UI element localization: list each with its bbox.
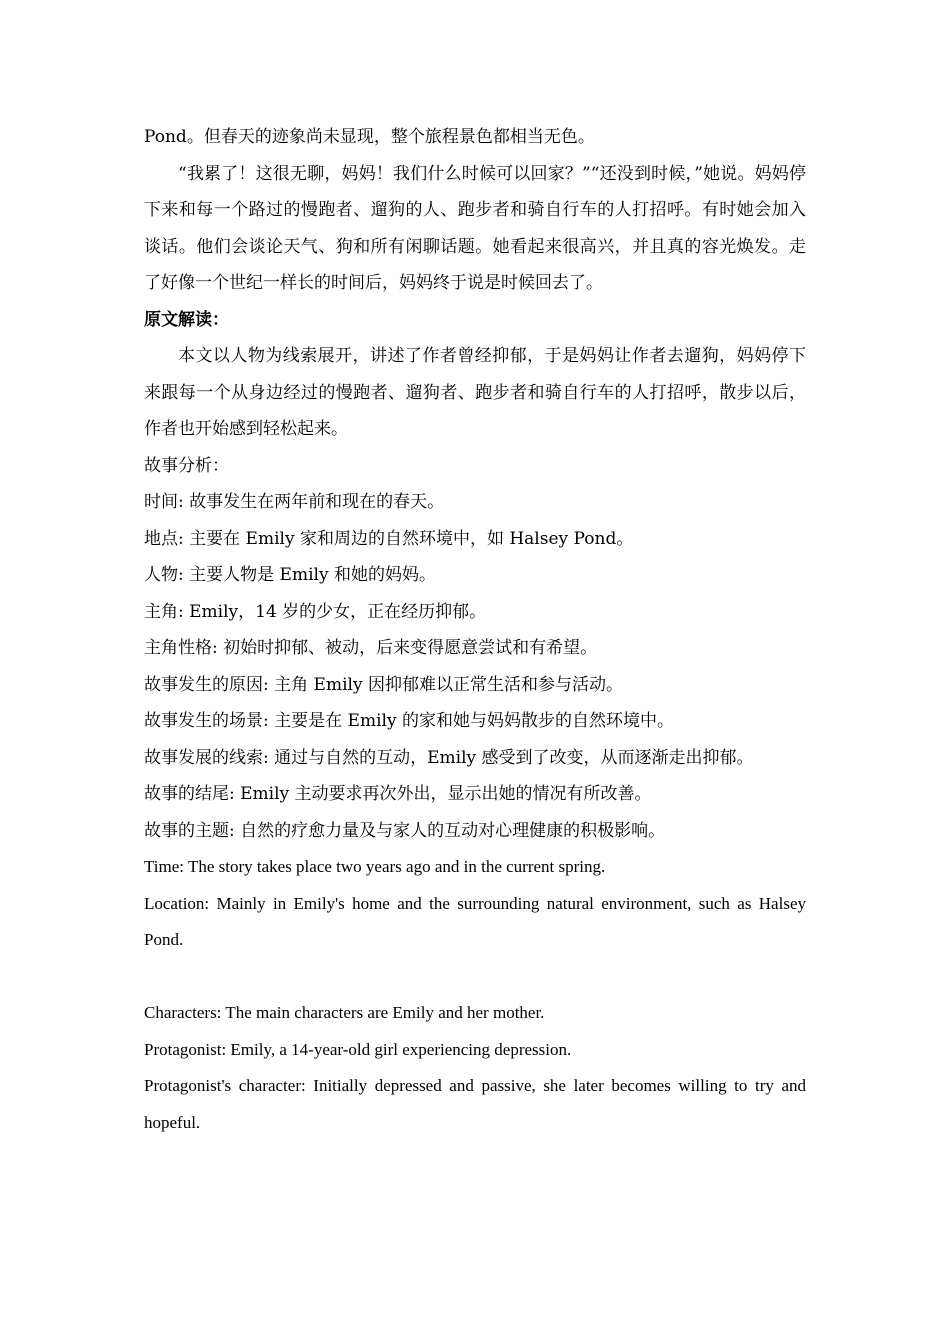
analysis-scene: 故事发生的场景: 主要是在 Emily 的家和她与妈妈散步的自然环境中。 [144, 711, 674, 731]
story-continuation-paragraph: Pond。但春天的迹象尚未显现，整个旅程景色都相当无色。 [144, 127, 595, 147]
analysis-protagonist-character: 主角性格: 初始时抑郁、被动，后来变得愿意尝试和有希望。 [144, 638, 598, 658]
interpretation-paragraph: 本文以人物为线索展开，讲述了作者曾经抑郁，于是妈妈让作者去遛狗，妈妈停下来跟每一个从身边经过的慢跑者、遛狗者、跑步者和骑自行车的人打招呼，散步以后，作者也开始感到轻松起来。 [144, 346, 806, 439]
analysis-theme: 故事的主题: 自然的疗愈力量及与家人的互动对心理健康的积极影响。 [144, 820, 666, 841]
section-heading-analysis: 故事分析： [144, 455, 229, 476]
section-heading-interpretation: 原文解读： [144, 309, 229, 330]
english-protagonist-character: Protagonist's character: Initially depressed and passive, she later becomes willing to try and hopeful. [144, 1076, 806, 1132]
analysis-characters: 人物: 主要人物是 Emily 和她的妈妈。 [144, 565, 436, 585]
analysis-cause: 故事发生的原因: 主角 Emily 因抑郁难以正常生活和参与活动。 [144, 674, 623, 695]
document-body [144, 119, 806, 1141]
english-location: Location: Mainly in Emily's home and the surrounding natural environment, such as Halsey Pond. [144, 893, 806, 949]
english-characters: Characters: The main characters are Emily and her mother. [144, 1003, 545, 1022]
analysis-ending: 故事的结尾: Emily 主动要求再次外出，显示出她的情况有所改善。 [144, 784, 652, 804]
analysis-location: 地点: 主要在 Emily 家和周边的自然环境中，如 Halsey Pond。 [144, 528, 634, 549]
english-protagonist: Protagonist: Emily, a 14-year-old girl experiencing depression. [144, 1039, 572, 1059]
analysis-time: 时间: 故事发生在两年前和现在的春天。 [144, 492, 445, 512]
blank-line [144, 959, 806, 996]
story-dialogue-paragraph: “我累了！这很无聊，妈妈！我们什么时候可以回家？”“还没到时候，”她说。妈妈停下来和每一个路过的慢跑者、遛狗的人、跑步者和骑自行车的人打招呼。有时她会加入谈话。他们会谈论天气、狗和所有闲聊话题。她看起来很高兴，并且真的容光焕发。走了好像一个世纪一样长的时间后，妈妈终于说是时候回去了。 [144, 163, 806, 293]
analysis-protagonist: 主角: Emily，14 岁的少女，正在经历抑郁。 [144, 601, 487, 622]
english-time: Time: The story takes place two years ago and in the current spring. [144, 857, 606, 876]
analysis-clue: 故事发展的线索: 通过与自然的互动，Emily 感受到了改变，从而逐渐走出抑郁。 [144, 747, 754, 768]
